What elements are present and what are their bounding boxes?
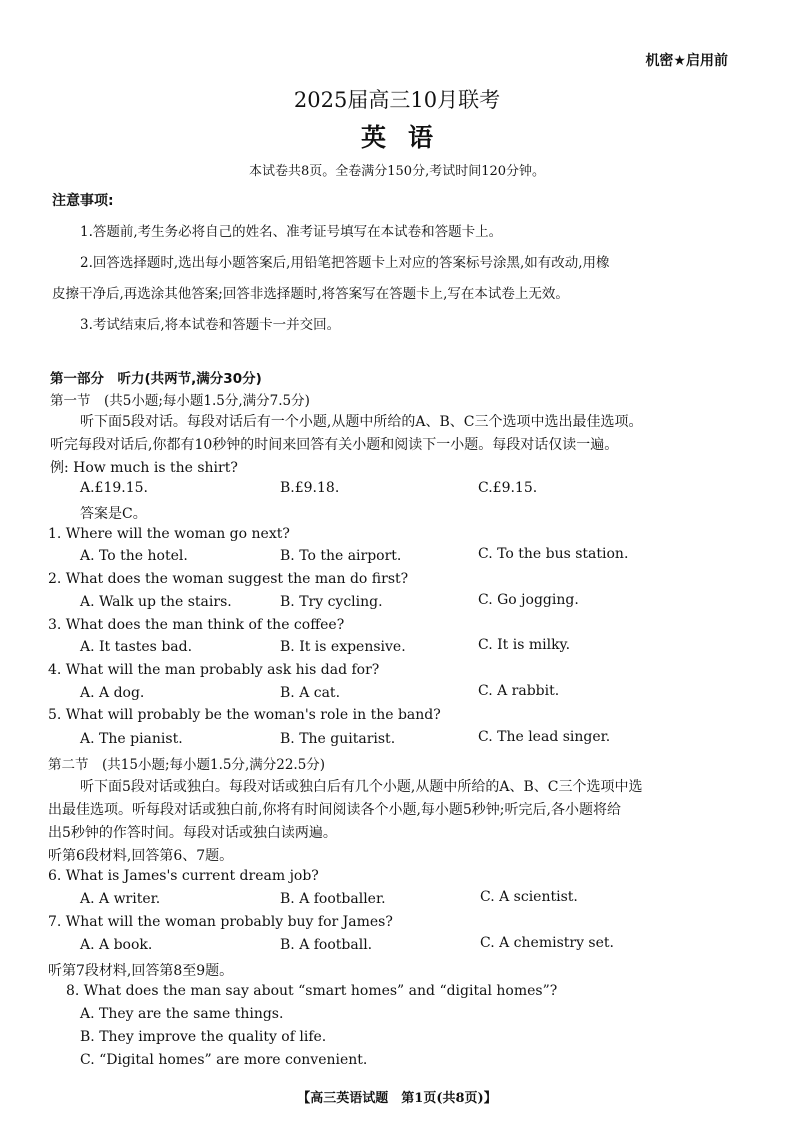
- question-5: 5. What will probably be the woman's role in the band?: [48, 707, 441, 723]
- question-8-option-b: B. They improve the quality of life.: [80, 1029, 327, 1045]
- question-7-option-b: B. A football.: [280, 937, 373, 953]
- material-6-heading: 听第6段材料,回答第6、7题。: [48, 848, 234, 864]
- question-3-option-c: C. It is milky.: [478, 637, 571, 653]
- question-6-option-b: B. A footballer.: [280, 891, 386, 907]
- exam-title: 2025届高三10月联考: [293, 88, 501, 112]
- question-7: 7. What will the woman probably buy for James?: [48, 914, 393, 930]
- secret-mark: 机密★启用前: [645, 53, 728, 69]
- question-6: 6. What is James's current dream job?: [48, 868, 319, 884]
- question-7-option-c: C. A chemistry set.: [480, 935, 614, 951]
- question-7-option-a: A. A book.: [80, 937, 153, 953]
- part1-heading: 第一部分 听力(共两节,满分30分): [50, 371, 262, 387]
- section1-instruction-line-2: 听完每段对话后,你都有10秒钟的时间来回答有关小题和阅读下一小题。每段对话仅读一遍。: [50, 437, 619, 453]
- question-4-option-c: C. A rabbit.: [478, 683, 560, 699]
- section2-instruction-line-3: 出5秒钟的作答时间。每段对话或独白读两遍。: [48, 825, 337, 841]
- section2-instruction-line-1: 听下面5段对话或独白。每段对话或独白后有几个小题,从题中所给的A、B、C三个选项中选: [80, 779, 643, 795]
- question-8-option-a: A. They are the same things.: [80, 1006, 284, 1022]
- question-1-option-b: B. To the airport.: [280, 548, 402, 564]
- notice-item-3: 3.考试结束后,将本试卷和答题卡一并交回。: [80, 317, 341, 333]
- question-2: 2. What does the woman suggest the man do first?: [48, 571, 409, 587]
- question-4: 4. What will the man probably ask his dad for?: [48, 662, 380, 678]
- question-1: 1. Where will the woman go next?: [48, 526, 290, 542]
- question-3-option-b: B. It is expensive.: [280, 639, 406, 655]
- question-8: 8. What does the man say about “smart homes” and “digital homes”?: [66, 983, 558, 999]
- question-1-option-c: C. To the bus station.: [478, 546, 629, 562]
- question-6-option-c: C. A scientist.: [480, 889, 578, 905]
- example-option-a: A.£19.15.: [80, 480, 148, 496]
- page-footer: 【高三英语试题 第1页(共8页)】: [297, 1091, 497, 1106]
- question-3-option-a: A. It tastes bad.: [80, 639, 193, 655]
- notice-item-2-line-1: 2.回答选择题时,选出每小题答案后,用铅笔把答题卡上对应的答案标号涂黑,如有改动,用橡: [80, 255, 610, 271]
- example-option-c: C.£9.15.: [478, 480, 538, 496]
- question-5-option-a: A. The pianist.: [80, 731, 183, 747]
- question-8-option-c: C. “Digital homes” are more convenient.: [80, 1052, 368, 1068]
- question-6-option-a: A. A writer.: [80, 891, 161, 907]
- notice-item-2-line-2: 皮擦干净后,再选涂其他答案;回答非选择题时,将答案写在答题卡上,写在本试卷上无效。: [52, 286, 569, 302]
- question-3: 3. What does the man think of the coffee?: [48, 617, 345, 633]
- question-4-option-a: A. A dog.: [80, 685, 145, 701]
- question-5-option-c: C. The lead singer.: [478, 729, 611, 745]
- section2-heading: 第二节 (共15小题;每小题1.5分,满分22.5分): [48, 757, 326, 773]
- question-5-option-b: B. The guitarist.: [280, 731, 396, 747]
- example-option-b: B.£9.18.: [280, 480, 340, 496]
- question-4-option-b: B. A cat.: [280, 685, 341, 701]
- material-7-heading: 听第7段材料,回答第8至9题。: [48, 963, 234, 979]
- section1-instruction-line-1: 听下面5段对话。每段对话后有一个小题,从题中所给的A、B、C三个选项中选出最佳选项。: [80, 414, 643, 430]
- section2-instruction-line-2: 出最佳选项。听每段对话或独白前,你将有时间阅读各个小题,每小题5秒钟;听完后,各小题将给: [48, 802, 621, 818]
- question-2-option-a: A. Walk up the stairs.: [80, 594, 232, 610]
- notice-heading: 注意事项:: [52, 193, 114, 209]
- example-answer: 答案是C。: [80, 506, 147, 522]
- section1-heading: 第一节 (共5小题;每小题1.5分,满分7.5分): [50, 393, 310, 409]
- notice-item-1: 1.答题前,考生务必将自己的姓名、准考证号填写在本试卷和答题卡上。: [80, 224, 503, 240]
- question-1-option-a: A. To the hotel.: [80, 548, 188, 564]
- question-2-option-b: B. Try cycling.: [280, 594, 383, 610]
- question-2-option-c: C. Go jogging.: [478, 592, 579, 608]
- example-question: 例: How much is the shirt?: [50, 460, 238, 476]
- subject-title: 英语: [360, 123, 455, 152]
- exam-info: 本试卷共8页。全卷满分150分,考试时间120分钟。: [248, 164, 546, 179]
